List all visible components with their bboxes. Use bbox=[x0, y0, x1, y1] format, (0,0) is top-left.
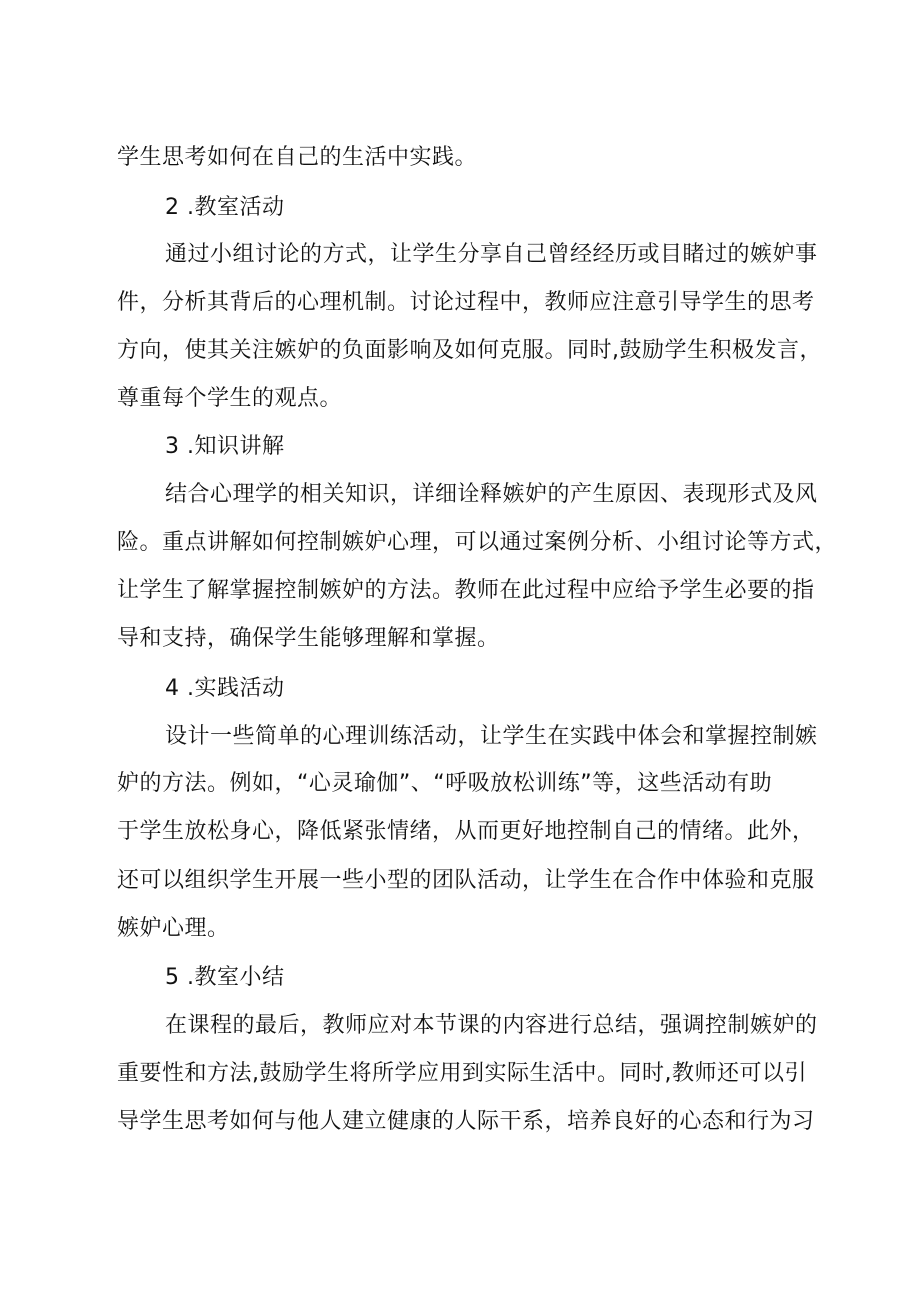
paragraph-line: 方向，使其关注嫉妒的负面影响及如何克服。同时,鼓励学生积极发言， bbox=[117, 338, 822, 363]
paragraph-line: 险。重点讲解如何控制嫉妒心理，可以通过案例分析、小组讨论等方式， bbox=[117, 530, 838, 555]
paragraph-line: 在课程的最后，教师应对本节课的内容进行总结，强调控制嫉妒的 bbox=[165, 1013, 818, 1038]
paragraph-line: 重要性和方法,鼓励学生将所学应用到实际生活中。同时,教师还可以引 bbox=[117, 1061, 807, 1086]
paragraph-line: 妒的方法。例如，“心灵瑜伽”、“呼吸放松训练”等，这些活动有助 bbox=[117, 771, 773, 796]
paragraph-line: 让学生了解掌握控制嫉妒的方法。教师在此过程中应给予学生必要的指 bbox=[117, 578, 815, 603]
section-heading-5: 5 .教室小结 bbox=[165, 965, 285, 990]
paragraph-line: 通过小组讨论的方式，让学生分享自己曾经经历或目睹过的嫉妒事 bbox=[165, 242, 818, 267]
paragraph-line: 结合心理学的相关知识，详细诠释嫉妒的产生原因、表现形式及风 bbox=[165, 482, 818, 507]
paragraph-line: 导学生思考如何与他人建立健康的人际干系，培养良好的心态和行为习 bbox=[117, 1109, 815, 1134]
paragraph-line: 件，分析其背后的心理机制。讨论过程中，教师应注意引导学生的思考 bbox=[117, 290, 815, 315]
paragraph-line: 导和支持，确保学生能够理解和掌握。 bbox=[117, 626, 500, 651]
paragraph-line: 设计一些简单的心理训练活动，让学生在实践中体会和掌握控制嫉 bbox=[165, 724, 818, 749]
paragraph-line: 嫉妒心理。 bbox=[117, 916, 230, 941]
paragraph-line: 还可以组织学生开展一些小型的团队活动，让学生在合作中体验和克服 bbox=[117, 868, 815, 893]
section-heading-2: 2 .教室活动 bbox=[165, 195, 285, 220]
section-heading-4: 4 .实践活动 bbox=[165, 676, 285, 701]
section-heading-3: 3 .知识讲解 bbox=[165, 434, 285, 459]
paragraph-line: 尊重每个学生的观点。 bbox=[117, 386, 343, 411]
paragraph-line: 学生思考如何在自己的生活中实践。 bbox=[117, 145, 478, 170]
paragraph-line: 于学生放松身心，降低紧张情绪，从而更好地控制自己的情绪。此外， bbox=[117, 819, 815, 844]
